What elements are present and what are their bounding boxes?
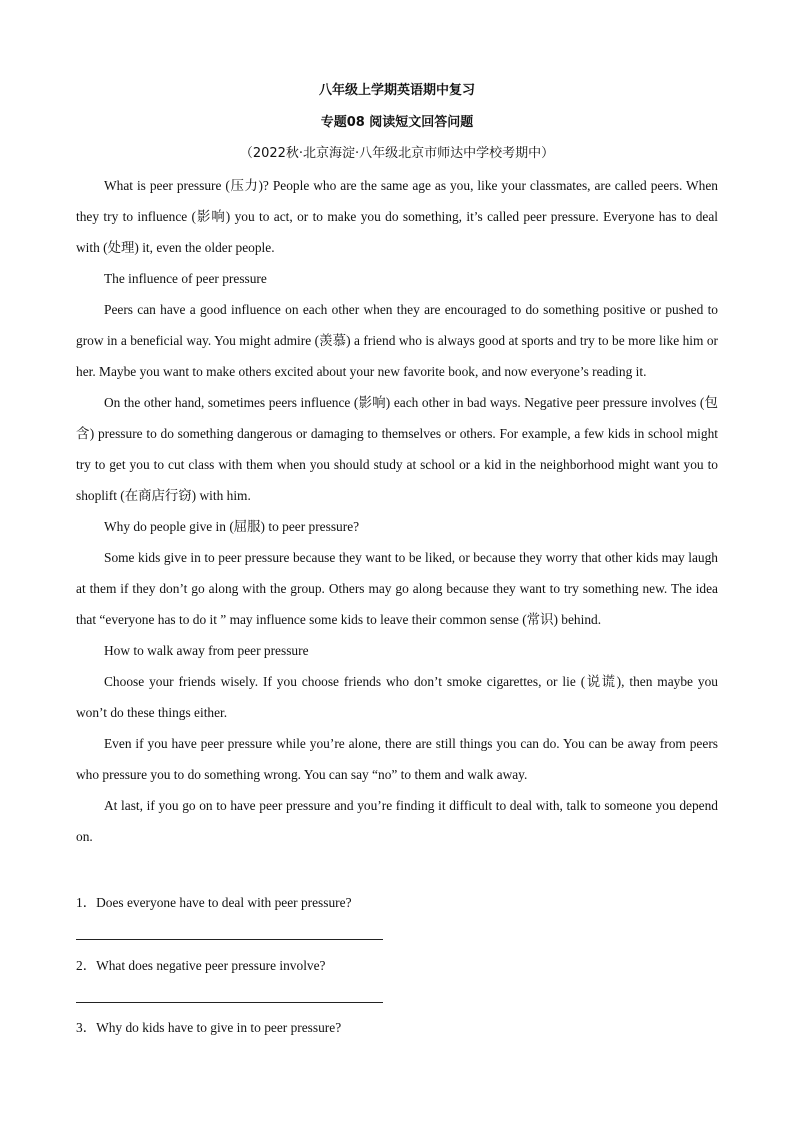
answer-line-2[interactable] [76, 1002, 383, 1003]
passage [76, 170, 718, 852]
paragraph: At last, if you go on to have peer pressure and you’re finding it difficult to deal with, talk to someone you depend on. [76, 798, 718, 844]
source-note: （2022秋·北京海淀·八年级北京市师达中学校考期中） [239, 146, 555, 161]
question-1: 1．Does everyone have to deal with peer pressure? [76, 895, 352, 910]
section-heading: How to walk away from peer pressure [104, 643, 309, 658]
answer-line-1[interactable] [76, 939, 383, 940]
document-subtitle: 专题08 阅读短文回答问题 [320, 115, 474, 130]
paragraph: Some kids give in to peer pressure because they want to be liked, or because they worry that other kids may laugh at them if they don’t go along with the group. Others may go along because they want to try something new. The idea that “everyone has to do it ” may influence some kids to leave their common sense (常识) behind. [76, 550, 718, 627]
paragraph: What is peer pressure (压力)? People who are the same age as you, like your classmates, are called peers. When they try to influence (影响) you to act, or to make you do something, it’s called peer pressure. Everyone has to deal with (处理) it, even the older people. [76, 178, 718, 255]
question-3: 3．Why do kids have to give in to peer pressure? [76, 1020, 342, 1035]
section-heading: The influence of peer pressure [104, 271, 267, 286]
document-title: 八年级上学期英语期中复习 [318, 83, 475, 98]
paragraph: Even if you have peer pressure while you’re alone, there are still things you can do. You can be away from peers who pressure you to do something wrong. You can say “no” to them and walk away. [76, 736, 718, 782]
section-heading: Why do people give in (屈服) to peer pressure? [104, 519, 360, 534]
paragraph: Choose your friends wisely. If you choose friends who don’t smoke cigarettes, or lie (说谎), then maybe you won’t do these things either. [76, 674, 718, 720]
paragraph: Peers can have a good influence on each other when they are encouraged to do something positive or pushed to grow in a beneficial way. You might admire (羡慕) a friend who is always good at sports and try to be more like him or her. Maybe you want to make others excited about your new favorite book, and now everyone’s reading it. [76, 302, 718, 379]
paragraph: On the other hand, sometimes peers influence (影响) each other in bad ways. Negative peer pressure involves (包含) pressure to do something dangerous or damaging to themselves or others. For example, a few kids in school might try to get you to cut class with them when you should study at school or a kid in the neighborhood might want you to shoplift (在商店行窃) with him. [76, 395, 718, 503]
question-2: 2．What does negative peer pressure involve? [76, 958, 326, 973]
